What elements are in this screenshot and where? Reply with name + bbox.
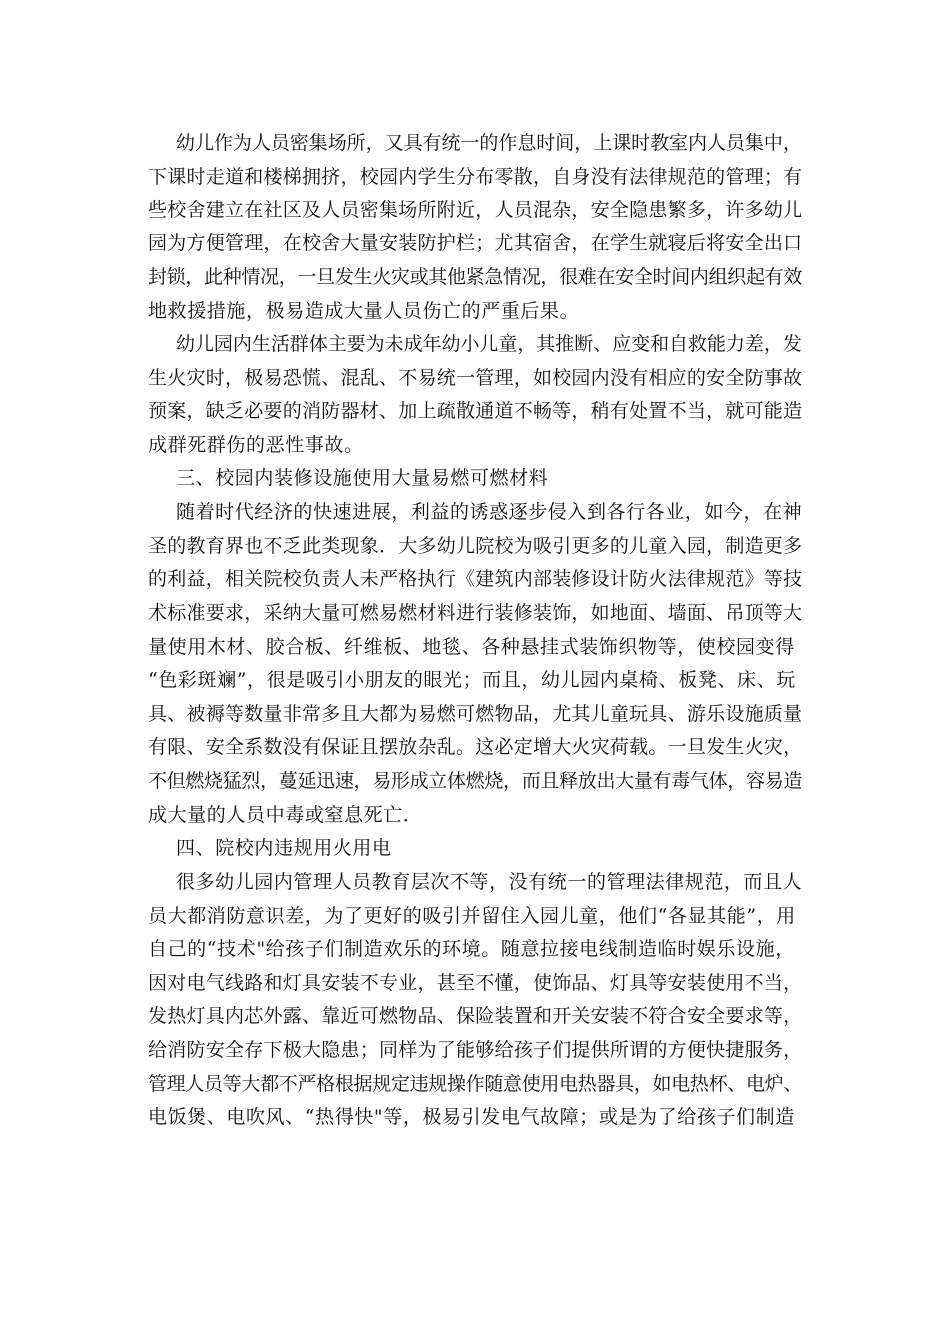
paragraph-line: 地救援措施，极易造成大量人员伤亡的严重后果。 [148, 300, 580, 322]
section-heading: 四、院校内违规用火用电 [176, 837, 392, 859]
paragraph-line: 管理人员等大都不严格根据规定违规操作随意使用电热器具，如电热杯、电炉、 [148, 1073, 803, 1095]
paragraph-line: 自己的“技术"给孩子们制造欢乐的环境。随意拉接电线制造临时娱乐设施， [148, 938, 795, 960]
paragraph-line: 给消防安全存下极大隐患；同样为了能够给孩子们提供所谓的方便快捷服务， [148, 1039, 803, 1061]
paragraph-line: 员大都消防意识差，为了更好的吸引并留住入园儿童，他们“各显其能”，用 [148, 905, 796, 927]
paragraph-line: 成群死群伤的恶性事故。 [148, 434, 364, 456]
paragraph-line: 量使用木材、胶合板、纤维板、地毯、各种悬挂式装饰织物等，使校园变得 [148, 636, 795, 658]
paragraph-line: 圣的教育界也不乏此类现象．大多幼儿院校为吸引更多的儿童入园，制造更多 [148, 535, 803, 557]
paragraph-line: 成大量的人员中毒或窒息死亡． [148, 804, 423, 826]
paragraph-line: 术标准要求，采纳大量可燃易燃材料进行装修装饰，如地面、墙面、吊顶等大 [148, 602, 803, 624]
paragraph-line: 随着时代经济的快速进展，利益的诱惑逐步侵入到各行各业，如今，在神 [176, 501, 803, 523]
paragraph-line: 下课时走道和楼梯拥挤，校园内学生分布零散，自身没有法律规范的管理；有 [148, 166, 803, 188]
paragraph-line: 电饭煲、电吹风、“热得快"等，极易引发电气故障；或是为了给孩子们制造 [148, 1106, 795, 1128]
paragraph-line: 生火灾时，极易恐慌、混乱、不易统一管理，如校园内没有相应的安全防事故 [148, 367, 803, 389]
paragraph-line: 有限、安全系数没有保证且摆放杂乱。这必定增大火灾荷载。一旦发生火灾， [148, 736, 803, 758]
paragraph-line: 预案，缺乏必要的消防器材、加上疏散通道不畅等，稍有处置不当，就可能造 [148, 400, 803, 422]
paragraph-line: 封锁，此种情况，一旦发生火灾或其他紧急情况，很难在安全时间内组织起有效 [148, 266, 803, 288]
paragraph-line: 幼儿作为人员密集场所，又具有统一的作息时间，上课时教室内人员集中， [176, 132, 802, 154]
paragraph-line: 的利益，相关院校负责人未严格执行《建筑内部装修设计防火法律规范》等技 [148, 568, 803, 590]
paragraph-line: 幼儿园内生活群体主要为未成年幼小儿童，其推断、应变和自救能力差，发 [176, 333, 802, 355]
paragraph-line: 因对电气线路和灯具安装不专业，甚至不懂，使饰品、灯具等安装使用不当， [148, 972, 803, 994]
paragraph-line: 很多幼儿园内管理人员教育层次不等，没有统一的管理法律规范，而且人 [176, 871, 803, 893]
paragraph-line: 发热灯具内芯外露、靠近可燃物品、保险装置和开关安装不符合安全要求等， [148, 1005, 803, 1027]
paragraph-line: 具、被褥等数量非常多且大都为易燃可燃物品，尤其儿童玩具、游乐设施质量 [148, 703, 803, 725]
paragraph-line: 园为方便管理，在校舍大量安装防护栏；尤其宿舍，在学生就寝后将安全出口 [148, 232, 803, 254]
paragraph-line: 些校舍建立在社区及人员密集场所附近，人员混杂，安全隐患繁多，许多幼儿 [148, 199, 803, 221]
section-heading: 三、校园内装修设施使用大量易燃可燃材料 [176, 467, 549, 489]
paragraph-line: 不但燃烧猛烈，蔓延迅速，易形成立体燃烧，而且释放出大量有毒气体，容易造 [148, 770, 803, 792]
paragraph-line: “色彩斑斓”，很是吸引小朋友的眼光；而且，幼儿园内桌椅、板凳、床、玩 [148, 669, 796, 691]
